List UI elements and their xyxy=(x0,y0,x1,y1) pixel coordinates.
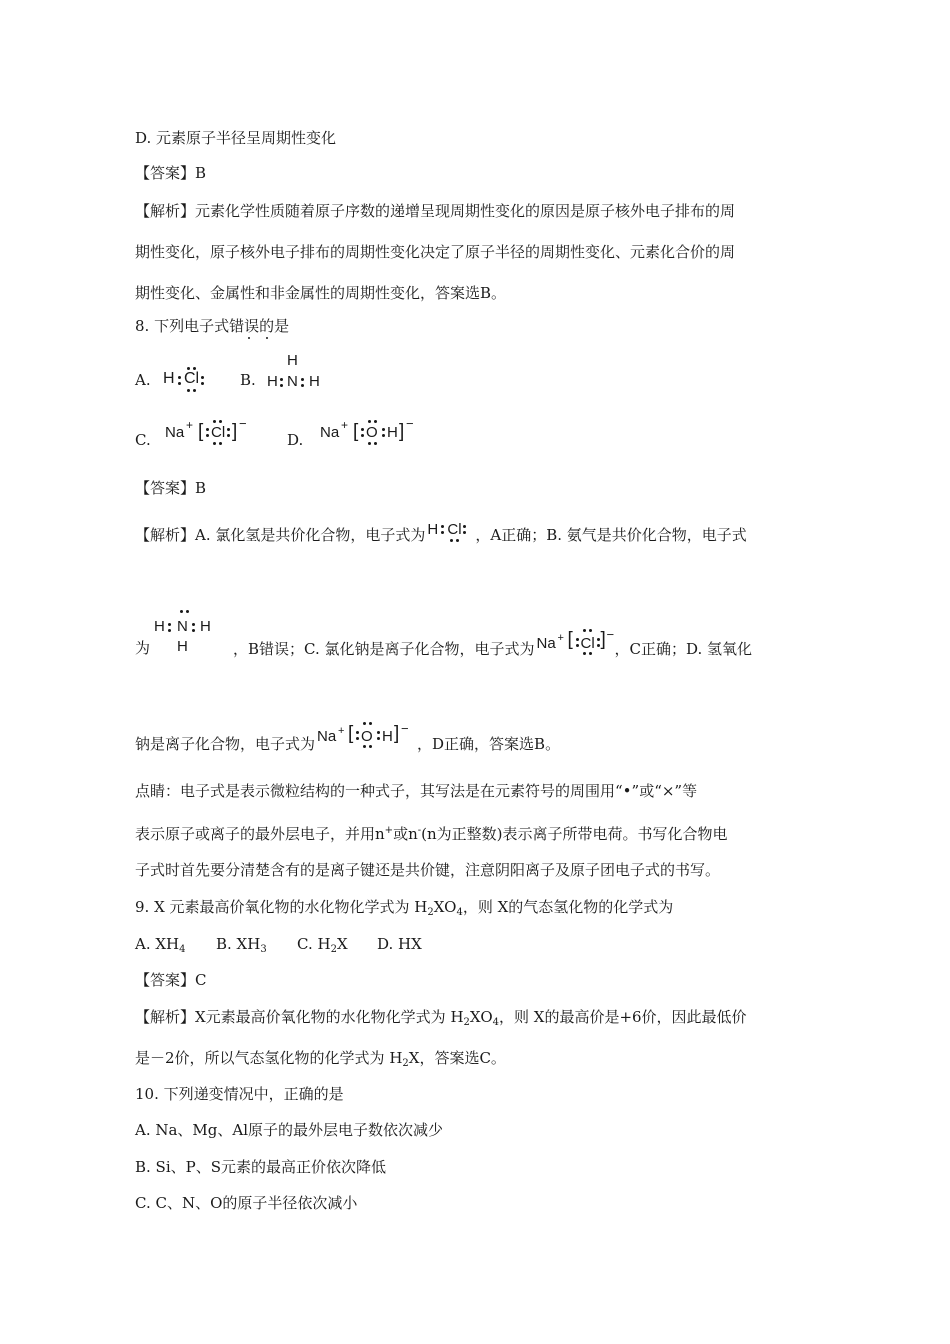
q9-option-b: B. $XH_3$ xyxy=(216,935,267,955)
naoh-inline-formula: Na + [ O H ] − xyxy=(315,733,417,757)
q8-note-line-1: 点睛：电子式是表示微粒结构的一种式子，其写法是在元素符号的周围用“•”或“×”等 xyxy=(135,782,698,800)
q8-option-a-label: A. xyxy=(135,371,151,389)
q8-analysis-d: 钠是离子化合物，电子式为 Na + [ O H ] − ，D正确，答案选B。 xyxy=(135,733,560,757)
q9-option-d: D. HX xyxy=(377,935,422,953)
q8-option-b-formula: H H N H xyxy=(267,352,320,390)
hcl-inline-formula: H Cl xyxy=(425,526,475,546)
q10-option-b: B. Si、P、S元素的最高正价依次降低 xyxy=(135,1158,387,1176)
q8-option-c-formula: Na + [ Cl ] − xyxy=(165,418,255,450)
q9-analysis-line-2: 是－2价，所以气态氢化物的化学式为 $H_2X$，答案选C。 xyxy=(135,1049,506,1069)
q9-answer: 【答案】C xyxy=(135,971,207,989)
q10-stem: 10. 下列递变情况中，正确的是 xyxy=(135,1085,344,1103)
nacl-inline-formula: Na + [ Cl ] − xyxy=(535,638,615,662)
q8-analysis-a: 【解析】A. 氯化氢是共价化合物，电子式为 H Cl ，A正确；B. 氨气是共价化合物，电子式 xyxy=(135,521,747,544)
q8-option-d-label: D. xyxy=(287,431,304,449)
q7-analysis-line-2: 期性变化，原子核外电子排布的周期性变化决定了原子半径的周期性变化、元素化合价的周 xyxy=(135,243,736,261)
nh3-formula: H N H H xyxy=(152,608,222,658)
q8-stem: 8. 下列电子式错误的是 xyxy=(135,317,290,335)
q8-answer: 【答案】B xyxy=(135,479,207,497)
q9-option-a: A. $XH_4$ xyxy=(135,935,186,955)
q10-option-c: C. C、N、O的原子半径依次减小 xyxy=(135,1194,358,1212)
q8-option-d-formula: Na + [ O H ] − xyxy=(320,418,420,450)
q10-option-a: A. Na、Mg、Al原子的最外层电子数依次减少 xyxy=(135,1121,444,1139)
q8-option-c-label: C. xyxy=(135,431,151,449)
q7-analysis-line-3: 期性变化、金属性和非金属性的周期性变化，答案选B。 xyxy=(135,284,507,302)
q8-analysis-b-head: 为 xyxy=(135,639,151,657)
q9-option-c: C. $H_2X$ xyxy=(297,935,348,955)
q9-analysis-line-1: 【解析】X元素最高价氧化物的水化物化学式为 $H_2XO_4$，则 X的最高价是+6价，因此最低价 xyxy=(135,1008,747,1028)
q9-stem: 9. X 元素最高价氧化物的水化物化学式为 $H_2XO_4$，则 X的气态氢化物的化学式为 xyxy=(135,898,674,918)
q8-option-b-label: B. xyxy=(240,371,256,389)
q8-analysis-b: ，B错误；C. 氯化钠是离子化合物，电子式为 Na + [ Cl ] − ，C正确；D. 氢氧化 xyxy=(233,638,752,662)
q8-note-line-3: 子式时首先要分清楚含有的是离子键还是共价键，注意阴阳离子及原子团电子式的书写。 xyxy=(135,861,721,879)
q7-analysis-line-1: 【解析】元素化学性质随着原子序数的递增呈现周期性变化的原因是原子核外电子排布的周 xyxy=(135,202,736,220)
q7-answer: 【答案】B xyxy=(135,164,207,182)
q8-option-a-formula: H Cl xyxy=(163,366,213,396)
q7-option-d: D. 元素原子半径呈周期性变化 xyxy=(135,129,337,147)
q8-note-line-2: 表示原子或离子的最外层电子，并用n+或n-(n为正整数)表示离子所带电荷。书写化合物电 xyxy=(135,825,728,843)
